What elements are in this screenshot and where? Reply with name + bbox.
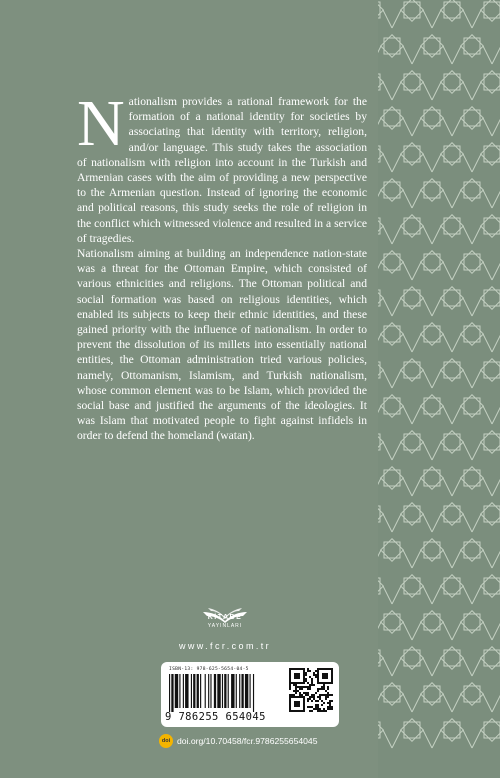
barcode-bar bbox=[208, 674, 209, 708]
qr-module bbox=[331, 694, 333, 696]
qr-module bbox=[329, 706, 331, 708]
qr-module bbox=[317, 688, 319, 690]
qr-module bbox=[329, 694, 331, 696]
pattern-link-line bbox=[392, 514, 432, 532]
qr-module bbox=[325, 696, 327, 698]
barcode-bar bbox=[228, 674, 229, 708]
qr-module bbox=[305, 674, 307, 676]
barcode-bar bbox=[222, 674, 223, 708]
doi-row bbox=[159, 734, 318, 748]
qr-module bbox=[331, 700, 333, 702]
qr-finder-inner bbox=[294, 673, 300, 679]
qr-module bbox=[305, 678, 307, 680]
pattern-link-line bbox=[472, 442, 500, 460]
barcode-bar bbox=[239, 674, 240, 708]
qr-module bbox=[295, 688, 297, 690]
qr-module bbox=[311, 678, 313, 680]
pattern-link-line bbox=[412, 46, 452, 64]
qr-module bbox=[327, 686, 329, 688]
barcode-bar bbox=[197, 674, 199, 708]
qr-finder-inner bbox=[294, 701, 300, 707]
qr-module bbox=[293, 694, 295, 696]
pattern-link-line bbox=[492, 262, 500, 280]
qr-module bbox=[327, 708, 329, 710]
pattern-link-line bbox=[492, 118, 500, 136]
pattern-link-line bbox=[432, 10, 472, 28]
qr-module bbox=[323, 686, 325, 688]
qr-module bbox=[319, 710, 321, 712]
drop-cap: N bbox=[77, 87, 125, 160]
qr-module bbox=[317, 696, 319, 698]
qr-module bbox=[295, 684, 297, 686]
barcode-bar bbox=[171, 674, 173, 712]
qr-module bbox=[331, 708, 333, 710]
qr-module bbox=[311, 682, 313, 684]
pattern-link-line bbox=[472, 298, 500, 316]
qr-module bbox=[315, 676, 317, 678]
pattern-link-line bbox=[412, 334, 452, 352]
pattern-link-line bbox=[412, 190, 452, 208]
qr-module bbox=[289, 694, 291, 696]
qr-module bbox=[307, 686, 309, 688]
qr-module bbox=[297, 690, 299, 692]
barcode-bar bbox=[183, 674, 184, 708]
barcode-bar bbox=[200, 674, 201, 708]
qr-module bbox=[329, 702, 331, 704]
blurb-paragraph-2: Nationalism aiming at building an independence nation-state was a threat for the Ottoman Empire, which consisted of various ethnicities and religions. The Ottoman political and social formation was based on religious identities, which enabled its subjects to keep their ethnic identities, and these gained priority with the influence of nationalism. In order to prevent the dissolution of its millets into essentially national entities, the Ottoman administration tried various policies, namely, Ottomanism, Islamism, and Turkish nationalism, whose common element was to be Islam, which provided the social base and justified the arguments of the ideologies. It was Islam that motivated people to fight against infidels in order to defend the homeland (watan). bbox=[77, 247, 367, 443]
qr-module bbox=[311, 710, 313, 712]
barcode-bar bbox=[205, 674, 206, 708]
qr-module bbox=[307, 682, 309, 684]
qr-module bbox=[289, 684, 291, 686]
qr-module bbox=[309, 670, 311, 672]
qr-module bbox=[313, 672, 315, 674]
pattern-link-line bbox=[452, 478, 492, 496]
qr-module bbox=[327, 702, 329, 704]
qr-module bbox=[305, 680, 307, 682]
pattern-link-line bbox=[452, 190, 492, 208]
qr-module bbox=[327, 688, 329, 690]
barcode-bars bbox=[169, 674, 285, 712]
barcode-bar bbox=[193, 674, 195, 708]
qr-module bbox=[319, 696, 321, 698]
barcode-bar bbox=[191, 674, 192, 708]
qr-module bbox=[317, 690, 319, 692]
pattern-link-line bbox=[412, 118, 452, 136]
pattern-link-line bbox=[432, 370, 472, 388]
pattern-link-line bbox=[492, 334, 500, 352]
qr-module bbox=[309, 696, 311, 698]
qr-module bbox=[307, 700, 309, 702]
pattern-link-line bbox=[392, 154, 432, 172]
qr-module bbox=[297, 686, 299, 688]
qr-module bbox=[315, 704, 317, 706]
qr-module bbox=[309, 698, 311, 700]
qr-module bbox=[295, 686, 297, 688]
qr-finder-inner bbox=[322, 673, 328, 679]
barcode-bar bbox=[253, 674, 254, 712]
qr-module bbox=[325, 690, 327, 692]
barcode-digits: 9 786255 654045 bbox=[165, 711, 266, 723]
isbn-label: ISBN-13: 978-625-5654-04-5 bbox=[169, 667, 249, 672]
qr-module bbox=[313, 694, 315, 696]
barcode-bar bbox=[250, 674, 251, 708]
qr-module bbox=[317, 704, 319, 706]
pattern-link-line bbox=[412, 262, 452, 280]
publisher-website[interactable]: www.fcr.com.tr bbox=[178, 641, 272, 651]
doi-badge-label: doi bbox=[161, 738, 171, 744]
pattern-link-line bbox=[492, 694, 500, 712]
qr-module bbox=[315, 706, 317, 708]
qr-module bbox=[299, 688, 301, 690]
pattern-link-line bbox=[432, 658, 472, 676]
pattern-link-line bbox=[492, 406, 500, 424]
qr-module bbox=[311, 680, 313, 682]
qr-module bbox=[315, 674, 317, 676]
qr-module bbox=[309, 676, 311, 678]
qr-module bbox=[319, 694, 321, 696]
pattern-link-line bbox=[492, 46, 500, 64]
qr-module bbox=[309, 684, 311, 686]
qr-module bbox=[317, 706, 319, 708]
qr-module bbox=[323, 710, 325, 712]
qr-module bbox=[313, 698, 315, 700]
pattern-link-line bbox=[392, 442, 432, 460]
pattern-link-line bbox=[452, 406, 492, 424]
qr-module bbox=[321, 686, 323, 688]
qr-module bbox=[315, 708, 317, 710]
qr-module bbox=[299, 694, 301, 696]
pattern-link-line bbox=[392, 10, 432, 28]
pattern-link-line bbox=[412, 550, 452, 568]
qr-module bbox=[311, 696, 313, 698]
doi-icon bbox=[159, 734, 173, 748]
qr-module bbox=[327, 706, 329, 708]
qr-module bbox=[311, 694, 313, 696]
pattern-link-line bbox=[452, 118, 492, 136]
qr-module bbox=[313, 674, 315, 676]
qr-module bbox=[309, 706, 311, 708]
qr-module bbox=[293, 690, 295, 692]
barcode-bar bbox=[236, 674, 237, 708]
pattern-link-line bbox=[392, 82, 432, 100]
pattern-link-line bbox=[472, 370, 500, 388]
pattern-link-line bbox=[392, 298, 432, 316]
qr-module bbox=[299, 692, 301, 694]
qr-module bbox=[309, 710, 311, 712]
pattern-link-line bbox=[492, 550, 500, 568]
qr-module bbox=[321, 704, 323, 706]
pattern-link-line bbox=[452, 46, 492, 64]
qr-module bbox=[319, 688, 321, 690]
qr-module bbox=[307, 692, 309, 694]
pattern-link-line bbox=[392, 658, 432, 676]
publisher-subtitle: YAYINLARI bbox=[207, 623, 243, 629]
pattern-link-line bbox=[432, 442, 472, 460]
barcode-bar bbox=[214, 674, 216, 708]
pattern-svg bbox=[378, 0, 500, 778]
barcode-bar bbox=[241, 674, 243, 708]
pattern-link-line bbox=[392, 370, 432, 388]
qr-module bbox=[295, 692, 297, 694]
qr-module bbox=[315, 692, 317, 694]
qr-module bbox=[305, 694, 307, 696]
geometric-pattern-strip bbox=[378, 0, 500, 778]
qr-module bbox=[311, 700, 313, 702]
qr-module bbox=[327, 694, 329, 696]
qr-module bbox=[311, 684, 313, 686]
qr-module bbox=[305, 686, 307, 688]
qr-module bbox=[327, 696, 329, 698]
qr-module bbox=[309, 688, 311, 690]
pattern-link-line bbox=[412, 622, 452, 640]
pattern-link-line bbox=[472, 82, 500, 100]
qr-module bbox=[307, 694, 309, 696]
qr-module bbox=[303, 692, 305, 694]
pattern-link-line bbox=[472, 226, 500, 244]
qr-module bbox=[289, 688, 291, 690]
qr-module bbox=[301, 694, 303, 696]
qr-module bbox=[305, 692, 307, 694]
pattern-link-line bbox=[392, 226, 432, 244]
qr-module bbox=[323, 684, 325, 686]
qr-module bbox=[307, 698, 309, 700]
qr-module bbox=[301, 686, 303, 688]
barcode-bar bbox=[179, 674, 180, 708]
pattern-link-line bbox=[412, 406, 452, 424]
qr-module bbox=[323, 702, 325, 704]
pattern-link-line bbox=[432, 586, 472, 604]
pattern-link-line bbox=[452, 262, 492, 280]
qr-module bbox=[329, 704, 331, 706]
qr-module bbox=[329, 708, 331, 710]
pattern-link-line bbox=[432, 514, 472, 532]
barcode-bar bbox=[231, 674, 234, 708]
qr-module bbox=[327, 692, 329, 694]
pattern-link-line bbox=[472, 586, 500, 604]
qr-module bbox=[313, 708, 315, 710]
qr-module bbox=[315, 670, 317, 672]
barcode-bar bbox=[210, 674, 211, 708]
barcode-bar bbox=[224, 674, 226, 708]
qr-module bbox=[319, 708, 321, 710]
pattern-link-line bbox=[472, 730, 500, 748]
pattern-link-line bbox=[432, 298, 472, 316]
pattern-link-line bbox=[452, 334, 492, 352]
blurb-paragraph-1 bbox=[77, 87, 367, 246]
pattern-link-line bbox=[472, 514, 500, 532]
pattern-link-line bbox=[452, 694, 492, 712]
qr-module bbox=[323, 688, 325, 690]
qr-module bbox=[307, 706, 309, 708]
qr-module bbox=[291, 694, 293, 696]
pattern-link-line bbox=[492, 190, 500, 208]
qr-module bbox=[315, 700, 317, 702]
pattern-link-line bbox=[432, 226, 472, 244]
qr-module bbox=[321, 700, 323, 702]
qr-module bbox=[293, 684, 295, 686]
qr-module bbox=[307, 670, 309, 672]
qr-module bbox=[305, 672, 307, 674]
pattern-link-line bbox=[432, 82, 472, 100]
barcode-panel bbox=[161, 662, 339, 727]
pattern-link-line bbox=[492, 478, 500, 496]
qr-module bbox=[321, 694, 323, 696]
pattern-link-line bbox=[452, 550, 492, 568]
qr-module bbox=[299, 686, 301, 688]
qr-module bbox=[317, 700, 319, 702]
pattern-link-line bbox=[472, 658, 500, 676]
qr-module bbox=[331, 706, 333, 708]
qr-module bbox=[317, 708, 319, 710]
qr-module bbox=[325, 698, 327, 700]
pattern-link-line bbox=[412, 478, 452, 496]
qr-module bbox=[301, 688, 303, 690]
qr-module bbox=[317, 710, 319, 712]
qr-module bbox=[309, 686, 311, 688]
barcode-bar bbox=[217, 674, 220, 708]
barcode-bar bbox=[245, 674, 248, 708]
qr-module bbox=[325, 694, 327, 696]
paragraph-1-text: ationalism provides a rational framework for the formation of a national identity for societies by associating that identity with territory, religion, and/or language. This study takes the association of nationalism with religion into account in the Turkish and Armenian cases with the aim of providing a new perspective to the Armenian question. Instead of ignoring the economic and political reasons, this study seeks the role of religion in the conflict which witnessed violence and resulted in a service of tragedies. bbox=[77, 95, 367, 245]
barcode-bar bbox=[185, 674, 188, 708]
barcode-bar bbox=[169, 674, 170, 712]
qr-module bbox=[313, 684, 315, 686]
qr-module bbox=[319, 698, 321, 700]
pattern-link-line bbox=[492, 622, 500, 640]
qr-module bbox=[295, 690, 297, 692]
qr-module bbox=[307, 688, 309, 690]
qr-module bbox=[323, 708, 325, 710]
qr-module bbox=[323, 694, 325, 696]
pattern-link-line bbox=[432, 730, 472, 748]
qr-module bbox=[321, 688, 323, 690]
pattern-link-line bbox=[472, 10, 500, 28]
qr-code-icon bbox=[289, 668, 333, 712]
pattern-link-line bbox=[472, 154, 500, 172]
pattern-link-line bbox=[432, 154, 472, 172]
pattern-link-line bbox=[392, 586, 432, 604]
qr-module bbox=[303, 686, 305, 688]
qr-module bbox=[289, 686, 291, 688]
qr-module bbox=[307, 668, 309, 670]
barcode-bar bbox=[175, 674, 178, 708]
blurb-text bbox=[77, 87, 367, 444]
qr-module bbox=[325, 710, 327, 712]
pattern-link-line bbox=[392, 730, 432, 748]
publisher-name: KİTABE bbox=[207, 614, 243, 621]
pattern-link-line bbox=[452, 622, 492, 640]
pattern-link-line bbox=[412, 694, 452, 712]
qr-module bbox=[321, 710, 323, 712]
qr-module bbox=[329, 700, 331, 702]
qr-module bbox=[311, 706, 313, 708]
doi-link[interactable]: doi.org/10.70458/fcr.9786255654045 bbox=[177, 736, 318, 746]
qr-module bbox=[313, 696, 315, 698]
